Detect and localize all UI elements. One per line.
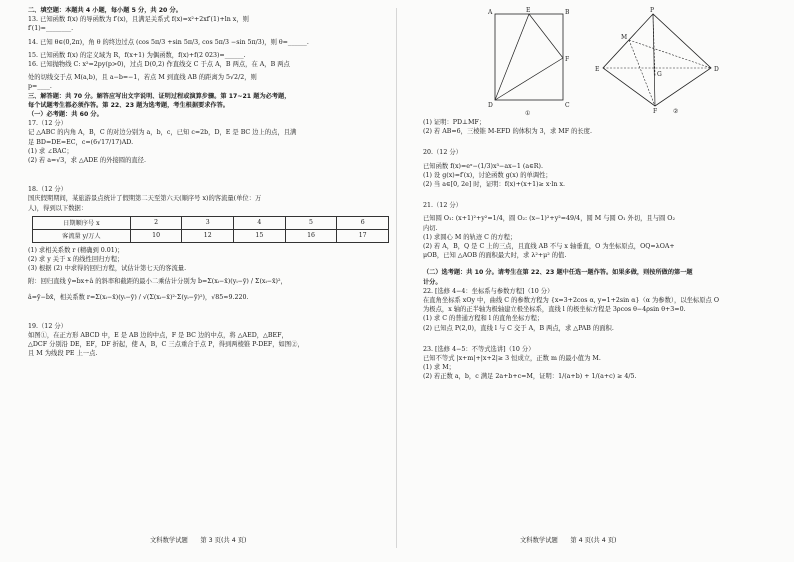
page-3-content bbox=[28, 6, 389, 359]
section-heading: （一）必考题：共 60 分。 bbox=[28, 111, 103, 119]
text-line: △DCF 分别沿 DE，EF，DF 折起，使 A，B，C 三点重合于点 P，得到两棱锥 P-DEF，如图②， bbox=[28, 341, 304, 349]
section-heading: 三、解答题：共 70 分。解答应写出文字说明、证明过程或演算步骤。第 17~21 题为必考题， bbox=[28, 92, 291, 100]
text-line: 已知不等式 |x+m|+|x+2|≥ 3 恒成立，正数 m 的最小值为 M. bbox=[423, 355, 601, 363]
text-line: 22. [选修 4−4：坐标系与参数方程]（10 分） bbox=[423, 287, 554, 295]
label-E: E bbox=[526, 7, 531, 14]
text-line: (1) 求相关系数 r (精确到 0.01)； bbox=[28, 246, 124, 254]
page-4-content bbox=[423, 118, 780, 382]
text-line: (2) 已知点 P(2,0)，直线 l 与 C 交于 A，B 两点，求 △PAB 的面积. bbox=[423, 324, 614, 332]
text-line: (3) 根据 (2) 中求得的回归方程，试估计第七天的客流量. bbox=[28, 265, 187, 273]
text-line: 19.（12 分） bbox=[28, 322, 67, 330]
section-heading: 二、填空题：本题共 4 小题，每小题 5 分，共 20 分。 bbox=[28, 7, 182, 14]
spacer bbox=[423, 136, 780, 148]
spacer bbox=[28, 302, 389, 322]
table-cell: 2 bbox=[130, 216, 182, 229]
table-row-label: 客流量 y/万人 bbox=[33, 229, 131, 242]
pyramid-figure bbox=[593, 6, 723, 116]
text-line: 且 M 为线段 PE 上一点. bbox=[28, 350, 98, 358]
table-row-label: 日期顺序号 x bbox=[33, 216, 131, 229]
table-cell: 16 bbox=[285, 229, 337, 242]
page-3-footer: 文科数学试题 第 3 页(共 4 页) bbox=[150, 537, 247, 544]
text-line: 如图①，在正方形 ABCD 中，E 是 AB 边的中点，F 是 BC 边的中点，将 △AED，△BEF， bbox=[28, 332, 288, 340]
text-line: (2) 若 AB=6，三棱锥 M-EFD 的体积为 3，求 MF 的长度. bbox=[423, 128, 592, 136]
text-line: (1) 求 ∠BAC； bbox=[28, 147, 73, 155]
text-line: 在直角坐标系 xOy 中，曲线 C 的参数方程为 {x=3+2cos α, y=1+2sin α}（α 为参数），以坐标原点 O bbox=[423, 297, 719, 305]
table-cell: 6 bbox=[337, 216, 389, 229]
section-heading: 每个试题考生都必须作答。第 22、23 题为选考题，考生根据要求作答。 bbox=[28, 101, 229, 109]
text-line: μOB，已知 △AOB 的面积最大时，求 λ²+μ² 的值. bbox=[423, 252, 567, 260]
text-line: 14. 已知 θ∈(0,2π)，角 θ 的终边过点 (cos 5π/3 +sin 5π/3, cos 5π/3 −sin 5π/3)，则 θ=______. bbox=[28, 38, 309, 46]
text-line: 附：回归直线 ŷ=b̂x+â 的斜率和截距的最小二乘估计分别为 b̂=Σ(xᵢ−x̄)(yᵢ−ȳ) / Σ(xᵢ−x̄)²， bbox=[28, 278, 287, 286]
text-line: (2) 若 A，B，Q 是 C 上的三点，且直线 AB 不与 x 轴垂直，O 为坐标原点，OQ=λOA+ bbox=[423, 243, 675, 251]
text-line: 20.（12 分） bbox=[423, 149, 462, 157]
text-line: 为极点，x 轴的正半轴为极轴建立极坐标系，直线 l 的极坐标方程是 3ρcos θ−4ρsin θ+3=0. bbox=[423, 306, 686, 314]
text-line: (2) 当 a∈[0, 2e] 时，证明：f(x)+(x+1)≥ x·ln x. bbox=[423, 181, 566, 189]
text-line: (1) 证明：PD⊥MF； bbox=[423, 119, 486, 126]
text-line: (2) 若正数 a，b，c 满足 2a+b+c=M，证明：1/(a+b) + 1/(a+c) ≥ 4/5. bbox=[423, 373, 637, 381]
text-line: 21.（12 分） bbox=[423, 202, 462, 210]
text-line: 内切. bbox=[423, 224, 438, 232]
figure-19 bbox=[423, 6, 780, 118]
label-A: A bbox=[488, 9, 493, 16]
page-4-footer: 文科数学试题 第 4 页(共 4 页) bbox=[520, 537, 617, 544]
text-line: 处的切线交于点 M(a,b)，且 a−b=−1，若点 M 到直线 AB 的距离为 5√2/2，则 bbox=[28, 74, 257, 82]
text-line: p=____. bbox=[28, 83, 52, 91]
caption-2: ② bbox=[673, 108, 679, 115]
text-line: 13. 已知函数 f(x) 的导函数为 f′(x)，且满足关系式 f(x)=x²+2xf′(1)+ln x，则 bbox=[28, 16, 249, 24]
section-heading: （二）选考题：共 10 分。请考生在第 22、23 题中任选一题作答。如果多做，则按所做的第一题 bbox=[423, 269, 693, 277]
table-cell: 15 bbox=[234, 229, 286, 242]
label-G: G bbox=[657, 71, 662, 78]
table-cell: 3 bbox=[182, 216, 234, 229]
text-line: 15. 已知函数 f(x) 的定义域为 R，f(x+1) 为偶函数，f(x)+f(2 023)=______. bbox=[28, 51, 246, 59]
label-F: F bbox=[565, 56, 570, 63]
label-E2: E bbox=[595, 66, 600, 73]
text-line: f′(1)=________. bbox=[28, 25, 74, 33]
text-line: 16. 已知抛物线 C: x²=2py(p>0)，过点 D(0,2) 作直线交 C 于点 A，B 两点，在 A，B 两点 bbox=[28, 61, 290, 69]
table-cell: 10 bbox=[130, 229, 182, 242]
text-line: 17.（12 分） bbox=[28, 120, 67, 128]
label-C: C bbox=[565, 102, 570, 109]
text-line: (1) 设 g(x)=f′(x)，讨论函数 g(x) 的单调性； bbox=[423, 171, 552, 179]
spacer bbox=[28, 165, 389, 185]
text-line: 足 BD=DE=EC，c=(6√17/17)AD. bbox=[28, 138, 134, 146]
text-line: 已知圆 O₁: (x+1)²+y²=1/4，圆 O₂: (x−1)²+y²=49/4，圆 M 与圆 O₁ 外切，且与圆 O₂ bbox=[423, 215, 675, 223]
text-line: 23. [选修 4−5：不等式选讲]（10 分） bbox=[423, 345, 535, 353]
table-cell: 4 bbox=[234, 216, 286, 229]
text-line: â=ȳ−b̂x̄，相关系数 r=Σ(xᵢ−x̄)(yᵢ−ȳ) / √(Σ(xᵢ−x̄)²·Σ(yᵢ−ȳ)²)，√85≈9.220. bbox=[28, 293, 249, 301]
text-line: (2) 求 y 关于 x 的线性回归方程； bbox=[28, 256, 124, 264]
table-cell: 17 bbox=[337, 229, 389, 242]
spacer bbox=[423, 189, 780, 201]
label-B: B bbox=[565, 9, 570, 16]
text-line: 人)，得到以下数据： bbox=[28, 204, 88, 212]
square-figure bbox=[483, 6, 583, 116]
text-line: 已知函数 f(x)=eˣ−(1/3)x³−ax−1 (a∈R). bbox=[423, 162, 543, 170]
table-row bbox=[33, 229, 389, 242]
label-D: D bbox=[488, 102, 493, 109]
text-line: 18.（12 分） bbox=[28, 186, 67, 194]
table-cell: 12 bbox=[182, 229, 234, 242]
section-heading: 计分。 bbox=[423, 278, 442, 286]
label-P: P bbox=[650, 7, 655, 14]
label-M: M bbox=[621, 34, 628, 41]
text-line: (1) 求 M； bbox=[423, 364, 455, 372]
caption-1: ① bbox=[525, 110, 531, 116]
text-line: (1) 求 C 的普通方程和 l 的直角坐标方程； bbox=[423, 315, 544, 323]
label-D2: D bbox=[714, 66, 719, 73]
label-F2: F bbox=[653, 108, 658, 115]
text-line: 国庆假期期间，某旅游景点统计了假期第二天至第六天(顺序号 x)的客流量(单位：万 bbox=[28, 195, 262, 203]
page-4 bbox=[397, 0, 794, 562]
table-cell: 5 bbox=[285, 216, 337, 229]
text-line: (2) 若 a=√3，求 △ADE 的外接圆的直径. bbox=[28, 157, 146, 165]
text-line: 记 △ABC 的内角 A，B，C 的对边分别为 a，b，c，已知 c=2b，D，E 是 BC 边上的点，且满 bbox=[28, 129, 297, 137]
spacer bbox=[423, 333, 780, 345]
text-line: (1) 求圆心 M 的轨迹 C 的方程； bbox=[423, 233, 517, 241]
spacer bbox=[423, 260, 780, 268]
q18-data-table bbox=[32, 216, 389, 243]
table-row bbox=[33, 216, 389, 229]
